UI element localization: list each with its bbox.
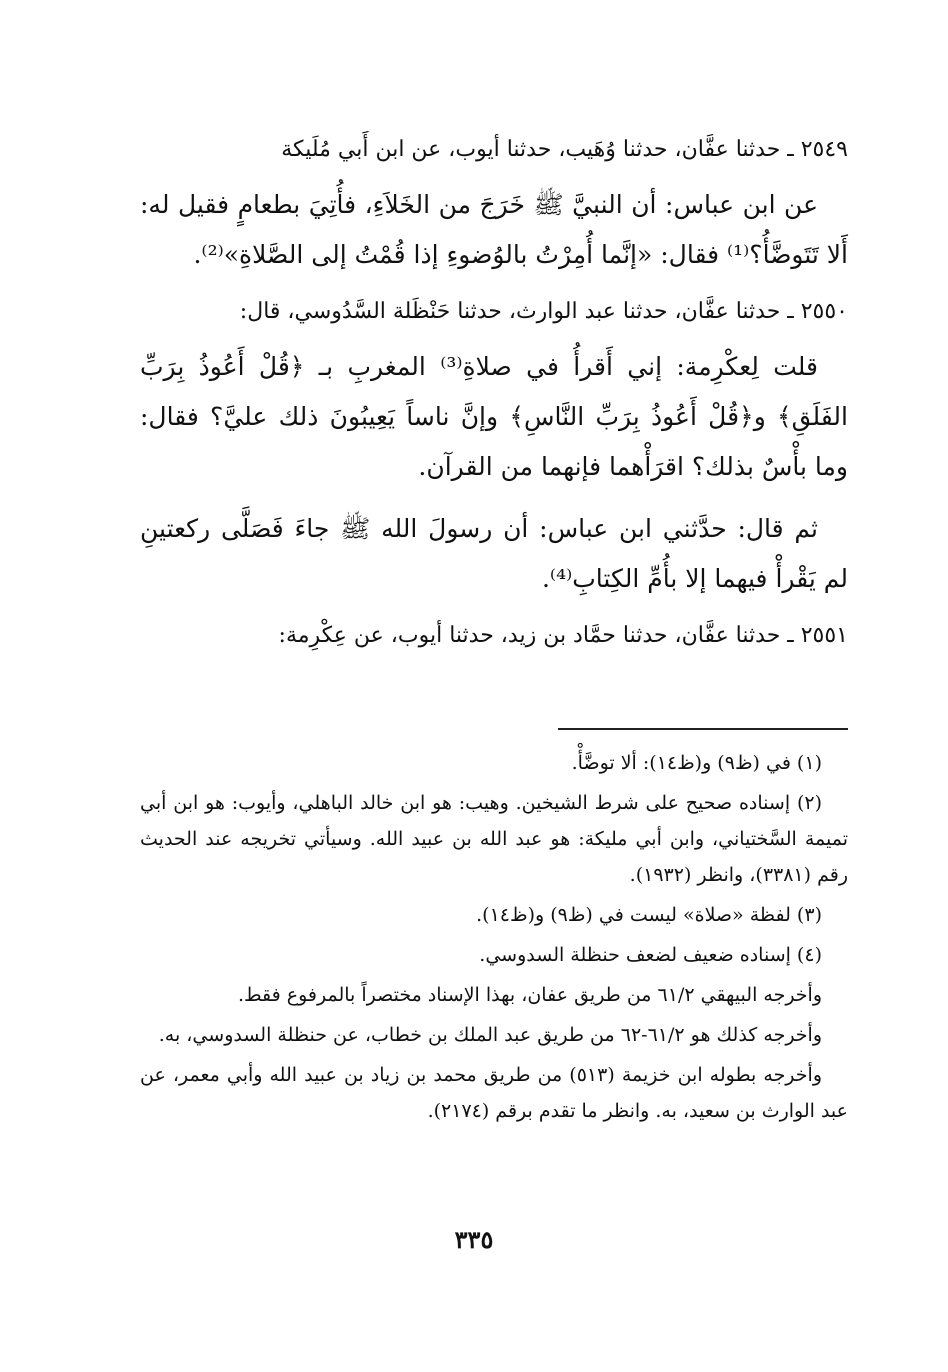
footnote-1: (١) في (ظ٩) و(ظ١٤): ألا توضَّأْ. (571, 752, 822, 774)
footnote-divider (558, 728, 848, 730)
footnote-4-continued-1: وأخرجه البيهقي ٦١/٢ من طريق عفان، بهذا الإسناد مختصراً بالمرفوع فقط. (237, 984, 822, 1006)
page-number: ٣٣٥ (454, 1225, 494, 1254)
footnote-4: (٤) إسناده ضعيف لضعف حنظلة السدوسي. (479, 944, 822, 966)
book-page (140, 130, 848, 1250)
hadith-2549-matn: عن ابن عباس: أن النبيَّ ﷺ خَرَجَ من الخَلاَءِ، فأُتِيَ بطعامٍ فقيل له: أَلا تَتَوضَّأُ؟⁽¹⁾ فقال: «إنَّما أُمِرْتُ بالوُضوءِ إذا قُمْتُ إلى الصَّلاةِ»⁽²⁾. (140, 190, 848, 269)
footnote-4-continued-2: وأخرجه كذلك هو ٦١/٢-٦٢ من طريق عبد الملك بن خطاب، عن حنظلة السدوسي، به. (158, 1024, 822, 1046)
footnote-4-continued-3: وأخرجه بطوله ابن خزيمة (٥١٣) من طريق محمد بن زياد بن عبيد الله وأبي معمر، عن عبد الوارث بن سعيد، به. وانظر ما تقدم برقم (٢١٧٤). (140, 1064, 848, 1122)
hadith-2549-isnad: ٢٥٤٩ ـ حدثنا عفَّان، حدثنا وُهَيب، حدثنا أيوب، عن ابن أَبي مُلَيكة (281, 137, 848, 162)
hadith-2551-isnad: ٢٥٥١ ـ حدثنا عفَّان، حدثنا حمَّاد بن زيد، حدثنا أيوب، عن عِكْرِمة: (278, 623, 848, 648)
hadith-2550-matn-2: ثم قال: حدَّثني ابن عباس: أن رسولَ الله ﷺ جاءَ فَصَلَّى ركعتينِ لم يَقْرأْ فيهما إلا بأُمِّ الكِتابِ⁽⁴⁾. (140, 514, 848, 593)
footnote-2: (٢) إسناده صحيح على شرط الشيخين. وهيب: هو ابن خالد الباهلي، وأيوب: هو ابن أبي تميمة السَّختياني، وابن أبي مليكة: هو عبد الله بن عبيد الله. وسيأتي تخريجه عند الحديث رقم (٣٣٨١)، وانظر (١٩٣٢). (140, 792, 848, 886)
hadith-2550-isnad: ٢٥٥٠ ـ حدثنا عفَّان، حدثنا عبد الوارث، حدثنا حَنْظَلة السَّدُوسي، قال: (239, 299, 848, 324)
hadith-2550-matn-1: قلت لِعكْرِمة: إني أَقرأُ في صلاةِ⁽³⁾ المغربِ بـ ﴿قُلْ أَعُوذُ بِرَبِّ الفَلَقِ﴾ و﴿قُلْ أَعُوذُ بِرَبِّ النَّاسِ﴾ وإنَّ ناساً يَعِيبُونَ ذلك عليَّ؟ فقال: وما بأْسٌ بذلك؟ اقرَأْهما فإنهما من القرآن. (140, 352, 848, 481)
footnote-3: (٣) لفظة «صلاة» ليست في (ظ٩) و(ظ١٤). (476, 904, 822, 926)
main-text (140, 130, 848, 656)
footnotes (140, 745, 848, 1133)
